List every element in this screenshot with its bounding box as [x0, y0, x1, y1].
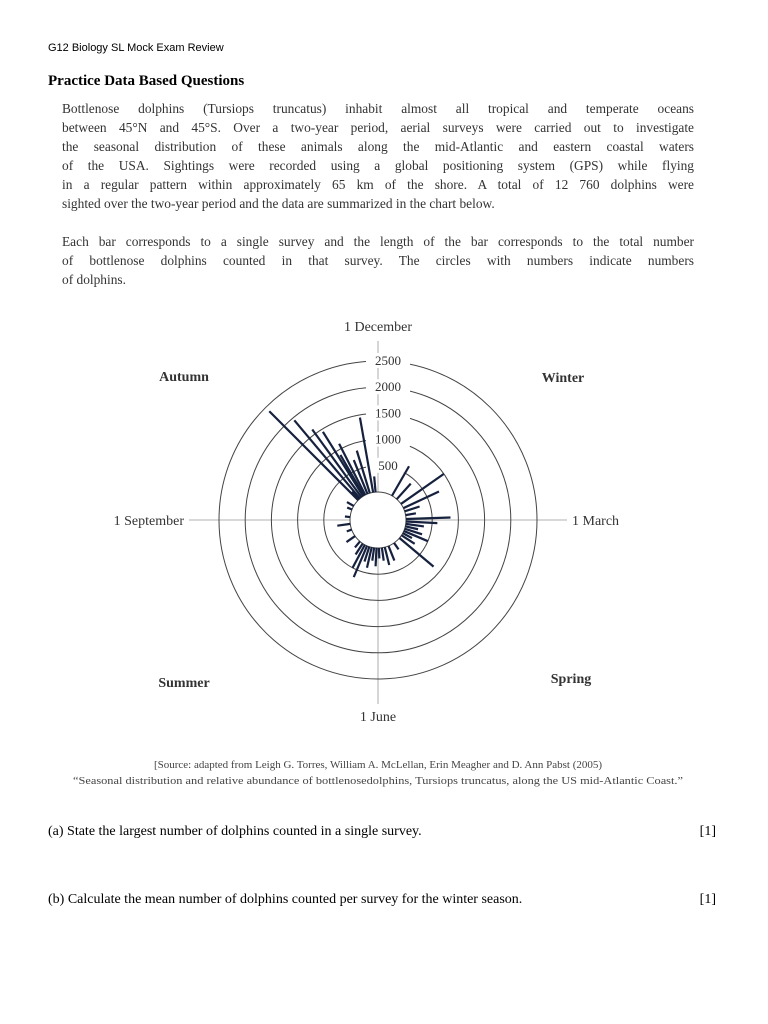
explanation-line: of bottlenose dolphins counted in that survey. The circles with numbers indicate numbers — [62, 253, 694, 268]
ring-label: 2500 — [375, 353, 401, 368]
explanation-line: of dolphins. — [62, 272, 126, 287]
survey-bar — [376, 548, 377, 566]
survey-bar — [394, 543, 399, 549]
survey-bar — [406, 513, 416, 515]
intro-line: the seasonal distribution of these animals along the mid-Atlantic and eastern coastal waters — [62, 139, 694, 154]
survey-bar — [406, 517, 451, 519]
survey-bar — [388, 546, 394, 561]
season-label-autumn: Autumn — [159, 370, 209, 385]
survey-bar — [355, 541, 360, 547]
survey-bar — [347, 508, 352, 510]
zero-circle — [350, 492, 406, 548]
dolphin-survey-chart — [48, 300, 728, 800]
document-header: G12 Biology SL Mock Exam Review — [48, 42, 224, 54]
ring-label: 500 — [378, 457, 398, 473]
axis-label-top: 1 December — [343, 320, 413, 335]
question-b-marks: [1] — [699, 892, 716, 907]
survey-bar — [372, 548, 374, 561]
survey-bar — [403, 492, 439, 509]
survey-bar — [345, 517, 350, 518]
survey-bar — [347, 502, 354, 506]
axis-label-left: 1 September — [113, 514, 184, 529]
season-label-summer: Summer — [158, 676, 210, 691]
intro-line: sighted over the two-year period and the data are summarized in the chart below. — [62, 196, 495, 211]
season-label-winter: Winter — [541, 371, 585, 386]
axis-label-bottom: 1 June — [359, 710, 397, 725]
survey-bar — [385, 547, 389, 565]
intro-line: of the USA. Sightings were recorded using a global positioning system (GPS) while flying — [62, 158, 694, 173]
intro-paragraph — [62, 99, 694, 213]
question-a-marks: [1] — [699, 824, 716, 839]
ring-label: 2000 — [375, 379, 401, 395]
survey-bar — [339, 444, 365, 495]
question-a-text: (a) State the largest number of dolphins counted in a single survey. — [48, 824, 422, 839]
axis-label-right: 1 March — [572, 514, 620, 529]
survey-bar — [294, 420, 360, 498]
explanation-line: Each bar corresponds to a single survey and the length of the bar corresponds to the total number — [62, 234, 694, 249]
ring-label: 1500 — [375, 405, 401, 421]
survey-bar — [374, 476, 375, 492]
intro-line: between 45°N and 45°S. Over a two-year period, aerial surveys were carried out to investigate — [62, 120, 694, 135]
radial-bar-chart — [48, 300, 728, 800]
survey-bar — [399, 538, 433, 567]
survey-bar — [323, 432, 363, 496]
question-b-text: (b) Calculate the mean number of dolphins counted per survey for the winter season. — [48, 892, 523, 907]
source-line-2: “Seasonal distribution and relative abundance of bottlenosedolphins, Tursiops truncatus, along the US mid-Atlantic Coast.” — [73, 776, 683, 787]
source-line-1: [Source: adapted from Leigh G. Torres, William A. McLellan, Erin Meagher and D. Ann Pabst (2005) — [153, 759, 603, 771]
intro-line: in a regular pattern within approximately 65 km of the shore. A total of 12 760 dolphins were — [62, 177, 694, 192]
survey-bar — [346, 536, 355, 542]
season-label-spring: Spring — [550, 672, 592, 687]
intro-line: Bottlenose dolphins (Tursiops truncatus) inhabit almost all tropical and temperate oceans — [62, 101, 694, 116]
survey-bar — [382, 548, 384, 561]
survey-bar — [337, 524, 350, 526]
survey-bar — [347, 530, 352, 532]
chart-explanation-paragraph — [62, 232, 694, 289]
section-title: Practice Data Based Questions — [48, 73, 245, 89]
ring-label: 1000 — [375, 431, 401, 447]
